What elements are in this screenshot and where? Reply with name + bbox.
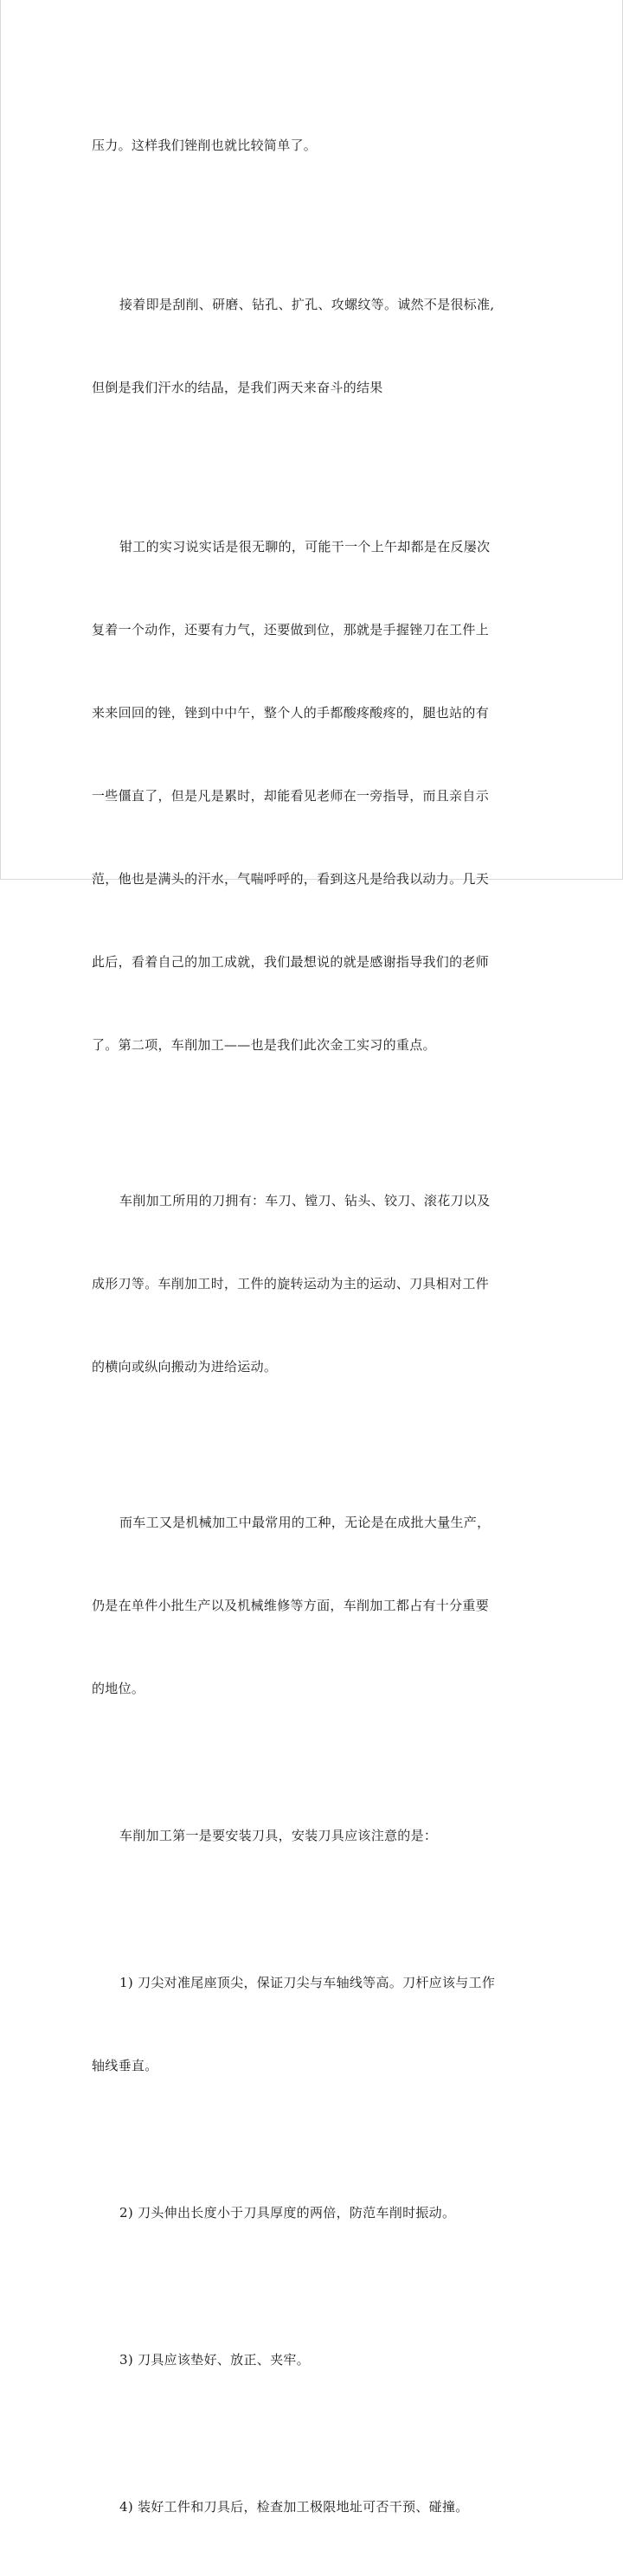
text-line: 而车工又是机械加工中最常用的工种，无论是在成批大量生产， <box>119 1515 491 1530</box>
paragraph-5 <box>92 1453 517 1758</box>
text-line: 压力。这样我们锉削也就比较简单了。 <box>92 138 318 153</box>
text-line: 成形刀等。车削加工时，工件的旋转运动为主的运动、刀具相对工件 <box>92 1276 490 1291</box>
text-line: 1) 刀尖对准尾座顶尖，保证刀尖与车轴线等高。刀杆应该与工作 <box>119 1975 496 1990</box>
text-line: 4) 装好工件和刀具后，检查加工极限地址可否干预、碰撞。 <box>119 2499 469 2515</box>
list-item-2 <box>92 2143 517 2282</box>
paragraph-1 <box>92 76 517 215</box>
document-body <box>92 76 517 2576</box>
list-item-3 <box>92 2291 517 2429</box>
paragraph-3 <box>92 477 517 1114</box>
text-line: 车削加工第一是要安装刀具，安装刀具应该注意的是： <box>119 1828 438 1843</box>
text-line: 接着即是刮削、研磨、钻孔、扩孔、攻螺纹等。诚然不是很标准, <box>119 297 495 312</box>
text-line: 来来回回的锉，锉到中中午，整个人的手都酸疼酸疼的，腿也站的有 <box>92 705 490 721</box>
list-item-4 <box>92 2438 517 2576</box>
text-line: 的地位。 <box>92 1681 145 1696</box>
text-line: 的横向或纵向搬动为进给运动。 <box>92 1359 278 1375</box>
text-line: 2) 刀头伸出长度小于刀具厚度的两倍，防范车削时振动。 <box>119 2205 456 2220</box>
paragraph-2 <box>92 235 517 457</box>
text-line: 但倒是我们汗水的结晶，是我们两天来奋斗的结果 <box>92 380 383 395</box>
paragraph-4 <box>92 1131 517 1436</box>
text-line: 仍是在单件小批生产以及机械维修等方面，车削加工都占有十分重要 <box>92 1598 490 1613</box>
text-line: 钳工的实习说实话是很无聊的，可能干一个上午却都是在反屡次 <box>119 539 491 554</box>
list-item-1 <box>92 1913 517 2135</box>
text-line: 范，他也是满头的汗水，气喘呼呼的，看到这凡是给我以动力。几天 <box>92 871 490 887</box>
text-line: 此后，看着自己的加工成就，我们最想说的就是感谢指导我们的老师 <box>92 954 490 970</box>
text-line: 复着一个动作，还要有力气，还要做到位，那就是手握锉刀在工件上 <box>92 622 490 638</box>
text-line: 了。第二项，车削加工——也是我们此次金工实习的重点。 <box>92 1037 436 1053</box>
text-line: 一些僵直了，但是凡是累时，却能看见老师在一旁指导，而且亲自示 <box>92 788 490 804</box>
text-line: 轴线垂直。 <box>92 2058 158 2073</box>
text-line: 车削加工所用的刀拥有：车刀、镗刀、钻头、铰刀、滚花刀以及 <box>119 1193 491 1208</box>
paragraph-6 <box>92 1766 517 1905</box>
text-line: 3) 刀具应该垫好、放正、夹牢。 <box>119 2352 310 2368</box>
